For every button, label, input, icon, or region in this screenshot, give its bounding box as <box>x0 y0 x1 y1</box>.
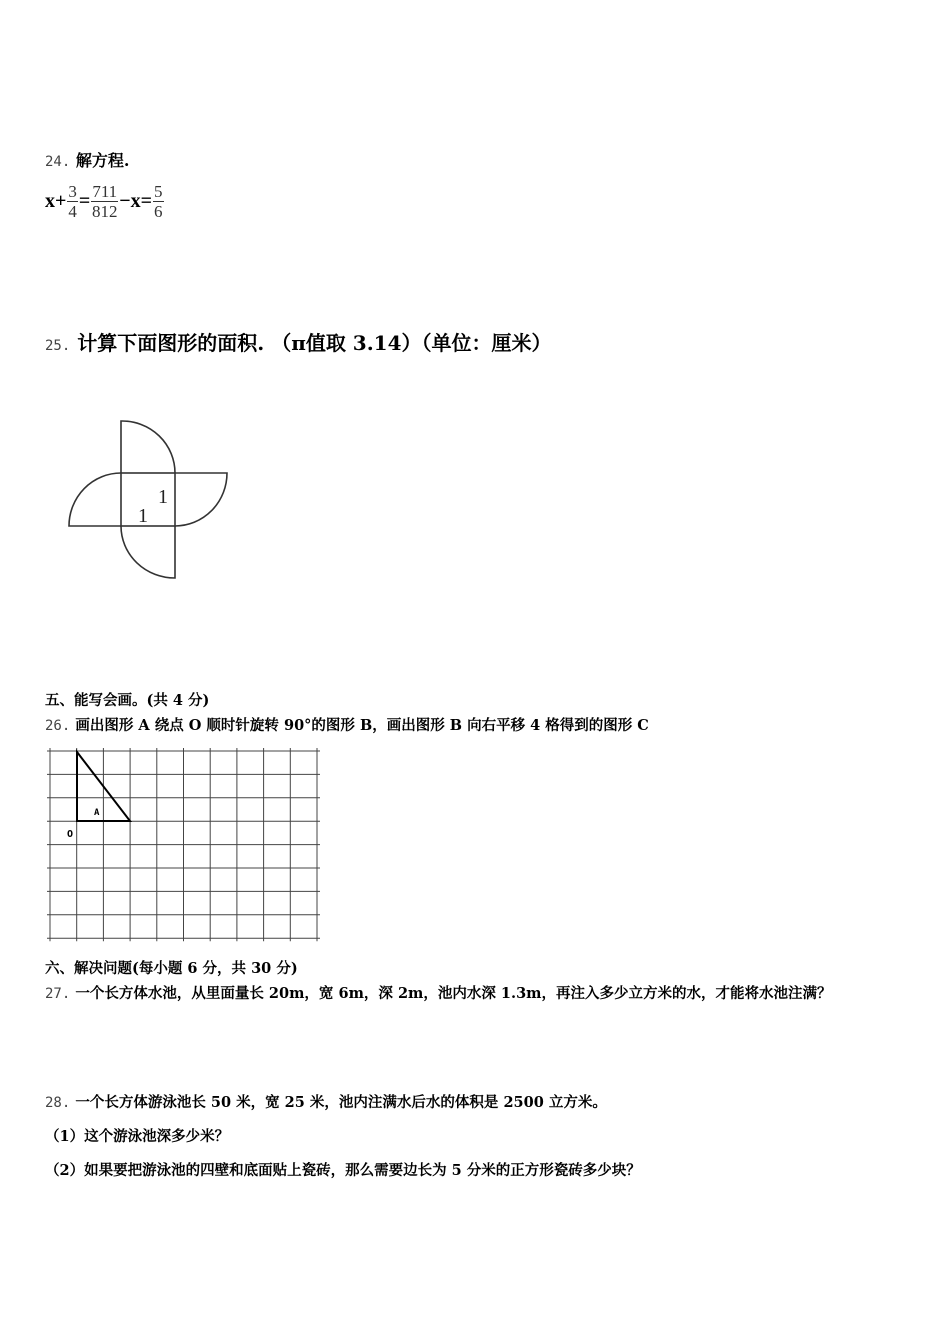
question-number: 27. <box>45 986 71 1002</box>
minus-sign: − <box>119 190 131 212</box>
denominator: 6 <box>154 202 163 221</box>
question-28-part-2: （2）如果要把游泳池的四壁和底面贴上瓷砖，那么需要边长为 5 分米的正方形瓷砖多少块？ <box>45 1162 641 1179</box>
question-title: 解方程. <box>75 151 130 170</box>
section-5-heading: 五、能写会画。(共 4 分) <box>45 692 210 709</box>
equals-sign: = <box>140 190 152 212</box>
plus-sign: + <box>55 190 67 212</box>
grid-lines <box>47 748 320 941</box>
variable-x: x <box>45 190 55 212</box>
shape-label-a: A <box>94 808 100 818</box>
equals-sign: = <box>78 190 91 212</box>
point-label-o: O <box>67 829 74 840</box>
denominator: 4 <box>68 202 77 221</box>
numerator: 5 <box>154 182 163 201</box>
side-label: 1 <box>158 486 168 508</box>
numerator: 3 <box>68 182 77 201</box>
side-label: 1 <box>138 505 148 527</box>
grid-figure <box>0 0 330 950</box>
question-number: 25. <box>45 338 71 354</box>
question-number: 24. <box>45 154 71 170</box>
question-28-heading <box>45 1094 607 1112</box>
question-28-part-1: （1）这个游泳池深多少米？ <box>45 1128 230 1145</box>
question-title: 计算下面图形的面积. （π值取 3.14）（单位：厘米） <box>77 331 552 355</box>
numerator: 711 <box>92 182 118 201</box>
section-6-heading: 六、解决问题(每小题 6 分，共 30 分) <box>45 960 298 977</box>
question-title: 一个长方体游泳池长 50 米，宽 25 米，池内注满水后水的体积是 2500 立方米。 <box>75 1094 607 1111</box>
denominator: 812 <box>92 202 118 221</box>
question-27-heading <box>45 985 832 1003</box>
question-title: 画出图形 A 绕点 O 顺时针旋转 90°的图形 B，画出图形 B 向右平移 4 格得到的图形 C <box>75 717 649 734</box>
variable-x: x <box>130 190 141 212</box>
question-number: 26. <box>45 718 71 734</box>
question-number: 28. <box>45 1095 71 1111</box>
question-title: 一个长方体水池，从里面量长 20m，宽 6m，深 2m，池内水深 1.3m，再注入多少立方米的水，才能将水池注满？ <box>75 985 832 1002</box>
